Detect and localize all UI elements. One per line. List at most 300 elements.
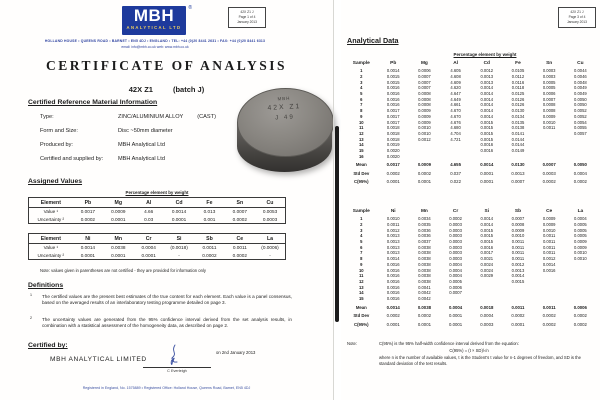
table-cell: 0.0144 [511,136,525,142]
crm-label: Certified and supplied by: [40,156,104,162]
note-line-1: C(95%) is the 95% half-width confidence interval derived from the equation: [379,341,519,346]
logo-subtext: ANALYTICAL LTD [126,25,182,30]
table-cell: 0.0014 [480,113,494,119]
company-address: HOLLAND HOUSE • QUEENS ROAD • BARNET • EN5 4DJ • ENGLAND • TEL: +44 (0)20 8441 2631 • FAX: +44 (0)20 8441 6313 [44,39,266,43]
header-row [345,61,596,68]
table-cell: 0.0001 [386,179,400,185]
table-cell: Cd [483,61,490,66]
table-cell: 16 [359,153,364,159]
table-cell: Cd [164,198,194,208]
crm-value: ZINC/ALUMINIUM ALLOY [118,114,184,120]
table-cell: Cr [133,234,163,244]
table-cell: 0.0018 [386,130,400,136]
table-cell: 0.0126 [511,102,525,108]
table-cell: 2 [360,222,363,228]
table-cell: 0.0038 [418,267,431,273]
table-cell: 0.0002 [232,216,247,222]
table-cell: 0.0016 [386,295,400,301]
table-cell: 0.0009 [574,239,587,245]
table-cell: 0.0004 [573,170,587,176]
table-cell: 0.0011 [542,233,556,239]
table-cell: 0.0011 [542,304,556,310]
table-cell: 0.0015 [480,233,494,239]
confidence-interval-note [345,341,595,367]
table-cell: 0.0012 [480,68,494,74]
table-cell: 0.037 [450,170,461,176]
table-cell: 0.0004 [449,273,462,279]
table-cell: 0.0003 [262,216,278,222]
header-row [345,209,596,216]
table-cell: 0.0038 [417,304,431,310]
table-cell: 0.0024 [480,267,494,273]
table-cell: 4.704 [450,130,461,136]
table-cell: 0.0016 [386,261,400,267]
table-cell: Pb [73,198,103,208]
table-cell: 0.0014 [542,261,556,267]
table-cell: 0.0017 [386,119,400,125]
table-cell: Element [29,198,73,208]
table-cell: 9 [360,261,363,267]
assigned-values-table [28,197,286,224]
table-cell: 7 [360,102,363,108]
table-cell: 0.0038 [111,245,126,251]
table-cell: 0.0038 [418,261,431,267]
table-cell: 0.0017 [386,108,400,114]
table-cell: 11 [359,125,364,131]
analytical-data-caption: Percentage element by weight [453,52,517,57]
table-cell: 0.0036 [418,233,431,239]
table-cell: Sample [352,209,370,214]
table-cell: 4.608 [450,74,461,80]
summary-row [345,159,596,168]
table-cell: 0.0125 [511,91,525,97]
table-cell: 0.0135 [511,119,525,125]
table-cell: 0.0016 [480,147,494,153]
table-cell: 0.0007 [449,290,462,296]
table-cell: 4.605 [450,68,461,74]
crm-value: Disc ~50mm diameter [118,128,173,134]
batch-label: (batch J) [172,85,205,94]
table-cell: Sn [546,61,553,66]
table-cell: 0.0003 [480,321,494,327]
table-cell: 4.670 [450,108,461,114]
table-cell: 0.0015 [386,79,400,85]
data-row [29,252,286,260]
table-cell: 0.0010 [542,227,556,233]
table-cell: 0.0005 [574,227,587,233]
table-cell: 0.0112 [511,74,525,80]
table-cell: 0.0042 [418,295,431,301]
table-cell: 0.0038 [418,273,431,279]
assigned-values-table-2 [28,233,286,260]
table-cell: 0.0050 [574,96,587,102]
table-cell: 0.0008 [511,222,525,228]
table-cell: 0.0002 [386,170,400,176]
signature-line [143,345,211,368]
table-cell: 0.0001 [171,216,187,222]
table-cell: 0.0012 [542,256,556,262]
table-cell: 5 [360,239,363,245]
signature-icon [161,343,195,367]
table-cell: 4.649 [450,96,461,102]
table-cell: Mean [355,304,367,310]
summary-row [345,176,596,185]
table-cell: 0.0016 [386,91,400,97]
definition-text: The certified values are the present best estimates of the true content for each element. Each value is a panel consensus, based on the averaged results of an interlaboratory testing programme detailed on page 3. [42,294,292,306]
table-cell: 0.0053 [262,209,278,215]
table-cell: La [577,209,584,214]
table-cell: 0.0049 [574,85,587,91]
table-cell: 0.0016 [386,278,400,284]
product-code: 42X Z1 J [570,10,584,14]
table-cell: 0.0021 [480,256,494,262]
table-cell: Fe [194,198,224,208]
table-cell: 0.0013 [480,79,494,85]
table-cell: 13 [359,136,364,142]
table-cell: 0.0002 [386,313,400,319]
table-cell: 0.0036 [418,227,431,233]
table-cell: Mg [103,198,133,208]
table-cell: 0.0057 [574,130,587,136]
data-row [29,208,286,216]
table-cell: Element [29,234,73,244]
table-cell: 0.0018 [480,304,494,310]
page-number: Page 3 of 4 [568,14,586,19]
table-cell: 0.0010 [418,125,431,131]
logo-text: MBH [133,6,175,25]
analytical-data-heading: Analytical Data [347,36,399,45]
table-cell: 0.0130 [511,108,525,114]
table-cell: 0.0105 [511,68,525,74]
table-cell: 4.721 [450,136,461,142]
disc-stamp-code: 42X Z1 [267,103,302,112]
table-cell: 0.013 [203,209,216,215]
mbh-logo [122,5,192,35]
issue-date: January 2013 [237,19,257,24]
table-cell: 0.0013 [480,74,494,80]
crm-label: Form and Size: [40,128,78,134]
table-cell: 0.0011 [511,304,525,310]
crm-item-producer [40,142,165,148]
crm-value: MBH Analytical Ltd [118,142,165,148]
table-cell: 1 [360,68,363,74]
disc-stamp [236,94,332,124]
table-cell: 0.0134 [511,113,525,119]
table-cell: 0.0011 [542,250,556,256]
table-cell: 4 [360,233,363,239]
table-cell: 0.0052 [574,108,587,114]
table-cell: 0.0001 [511,321,525,327]
assigned-values-table [28,233,286,260]
table-cell: 0.0015 [480,119,494,125]
table-cell: 4 [360,85,363,91]
table-cell: 0.0008 [542,102,556,108]
table-cell: 0.0009 [418,119,431,125]
data-row [29,244,286,252]
table-cell: 0.0116 [511,79,525,85]
table-cell: 0.0024 [480,261,494,267]
table-cell: 0.0002 [511,313,525,319]
table-cell: 1 [360,216,363,222]
summary-row [345,301,596,310]
table-cell: 0.0002 [573,313,587,319]
table-cell: 0.0011 [542,125,556,131]
table-cell: 0.0016 [386,290,400,296]
table-cell: 0.0016 [542,267,556,273]
table-cell: 0.0007 [542,96,556,102]
table-cell: 14 [359,142,364,148]
table-cell: 0.0037 [418,239,431,245]
product-name: 42X Z1 [128,85,153,94]
table-cell: 0.0015 [386,74,400,80]
registration-footer: Registered in England, No. 1575889 • Registered Office: Holland House, Queens Road, Barnet, EN5 4DJ [82,386,251,390]
summary-row [345,168,596,177]
assigned-values-caption: Percentage element by weight [125,190,189,195]
summary-row [345,310,596,319]
table-cell: 0.0014 [511,273,525,279]
table-cell: 0.0141 [511,130,525,136]
table-cell: 0.0001 [111,216,126,222]
table-cell: 0.0009 [417,162,431,168]
table-cell: 0.0010 [511,233,525,239]
table-cell: 0.0006 [573,304,587,310]
table-cell: 0.0005 [542,85,556,91]
product-code: 42X Z1 J [240,10,254,14]
table-cell: 0.0006 [542,91,556,97]
table-cell: 0.0006 [418,68,431,74]
table-cell: 4.609 [450,79,461,85]
table-cell: 0.0003 [542,68,556,74]
crm-label: Type: [40,114,54,120]
table-cell: 4.661 [450,102,461,108]
table-cell: 0.0038 [418,250,431,256]
table-cell: 0.0016 [386,273,400,279]
table-cell: Std Dev [353,170,370,176]
header-row [29,234,286,244]
table-cell: - [178,252,180,258]
table-cell: 0.0011 [232,245,247,251]
crm-extra: (CAST) [197,114,216,120]
table-cell: (0.0006) [261,245,279,251]
table-cell: 0.0050 [573,162,587,168]
disc-stamp-batch: J 49 [274,113,295,122]
table-cell: 10 [359,119,364,125]
table-cell: 0.0048 [574,79,587,85]
page-info-box [228,7,266,28]
table-cell: 3 [360,79,363,85]
table-cell: 0.0009 [542,216,556,222]
assigned-values-heading: Assigned Values [28,178,83,185]
table-cell: 0.0001 [417,179,431,185]
scan-edge-artifact [335,126,339,322]
table-cell: 0.0007 [511,216,525,222]
table-cell: 9 [360,113,363,119]
table-cell: 0.0002 [80,216,96,222]
table-cell: 0.0002 [542,179,556,185]
table-cell: 0.0015 [511,278,525,284]
table-cell: La [255,234,285,244]
table-cell: Al [453,61,458,66]
table-cell: 0.0014 [480,85,494,91]
note-line-2: where n is the number of available values, t is the Student's t value for n-1 degrees of freedom, and SD is the standard deviation of the test results. [379,355,581,367]
table-cell: 0.0008 [418,91,431,97]
table-cell: 0.0015 [480,239,494,245]
table-cell: 0.0014 [480,222,494,228]
crm-label: Produced by: [40,142,73,148]
table-cell: 0.0149 [511,147,525,153]
note-equation: C(95%) = (t × SD)/√n [449,348,489,354]
table-cell: 0.0007 [542,162,556,168]
table-cell: 0.0014 [480,216,494,222]
table-cell: 0.0016 [386,85,400,91]
table-cell: 0.0003 [449,250,462,256]
table-cell: 0.0002 [417,313,431,319]
table-cell: 0.0008 [418,102,431,108]
header-row [29,198,286,208]
table-cell: Uncertainty ² [37,252,65,258]
table-cell: 0.0013 [511,267,525,273]
table-cell: 0.0005 [542,79,556,85]
certified-by-heading: Certified by: [28,342,68,349]
table-cell: 2 [360,74,363,80]
table-cell: 0.0010 [574,256,587,262]
table-cell: 0.0010 [386,216,400,222]
table-cell: 4.655 [450,162,461,168]
table-cell: 0.0052 [574,113,587,119]
table-cell: 0.0015 [480,227,494,233]
table-cell: 0.0009 [574,244,587,250]
table-cell: 0.0130 [511,162,525,168]
table-cell: 0.0001 [449,321,463,327]
table-cell: 0.0011 [511,239,525,245]
analytical-data-page [341,0,600,400]
table-cell: 0.0011 [511,250,525,256]
table-cell: 0.001 [203,216,216,222]
table-cell: 0.0005 [449,278,462,284]
table-cell: 0.0013 [386,233,400,239]
table-cell: Si [164,234,194,244]
table-cell: 4.647 [450,91,461,97]
table-cell: 0.0001 [111,252,126,258]
table-cell: 0.0003 [449,233,462,239]
table-cell: 0.0118 [511,85,525,91]
table-cell: 0.0011 [542,244,556,250]
table-cell: 0.0014 [386,304,400,310]
issue-date: January 2013 [567,19,587,24]
table-cell: 7 [360,250,363,256]
table-cell: 0.0014 [480,162,494,168]
table-cell: 0.0014 [386,256,400,262]
table-cell: 0.022 [450,179,461,185]
table-cell: 0.0012 [418,136,431,142]
table-cell: 8 [360,256,363,262]
table-cell: 0.0001 [417,321,431,327]
analytical-table-2 [345,209,596,327]
table-cell: 0.0009 [542,113,556,119]
table-cell: 0.0013 [386,244,400,250]
table-cell: 0.0001 [80,252,96,258]
table-cell: Mn [103,234,133,244]
table-cell: Sn [225,198,255,208]
table-cell: 0.0018 [386,125,400,131]
table-cell: Mg [420,61,428,66]
table-cell: 15 [359,147,364,153]
table-cell: Cu [255,198,285,208]
table-cell: 0.0016 [386,284,400,290]
table-cell: 0.0015 [480,136,494,142]
table-cell: 0.0017 [386,113,400,119]
table-cell: 0.0007 [418,85,431,91]
table-cell: Mean [355,162,367,168]
table-cell: 0.0004 [141,245,156,251]
table-cell: 0.0002 [573,179,587,185]
table-cell: 11 [359,273,364,279]
certificate-title: CERTIFICATE OF ANALYSIS [45,58,288,73]
table-cell: Uncertainty ² [37,216,65,222]
table-cell: 8 [360,108,363,114]
table-cell: 0.0054 [574,119,587,125]
table-cell: 0.0126 [511,96,525,102]
table-cell: Sb [194,234,224,244]
table-cell: 0.0013 [386,250,400,256]
table-cell: 0.0010 [418,130,431,136]
table-cell: 4.676 [450,119,461,125]
signature-date: on 2nd January 2013 [216,350,256,355]
table-cell: 10 [359,267,364,273]
table-cell: 0.0008 [542,108,556,114]
table-cell: 0.0009 [111,209,126,215]
page-info-box [558,7,596,28]
table-cell: 0.0003 [449,244,462,250]
table-cell: - [269,252,271,258]
table-cell: 0.0009 [511,227,525,233]
table-cell: 0.0019 [386,142,400,148]
table-cell: 0.0011 [511,244,525,250]
table-cell: 0.0002 [573,321,587,327]
table-cell: C(95%) [354,321,369,327]
table-cell: Ni [73,234,103,244]
table-cell: 0.03 [144,216,154,222]
definitions-heading: Definitions [28,282,64,289]
page-divider [333,0,334,400]
table-cell: 0.0014 [171,209,187,215]
table-cell: 0.0004 [574,216,587,222]
table-cell: 0.0013 [386,239,400,245]
table-cell: 0.0046 [574,74,587,80]
table-cell: Sample [352,61,370,66]
table-cell: 14 [359,290,364,296]
table-cell: 0.0002 [449,216,462,222]
table-cell: 0.0034 [418,216,431,222]
table-cell: 0.0018 [386,136,400,142]
table-cell: 0.0002 [542,321,556,327]
table-cell: 0.0016 [386,102,400,108]
table-cell: Ce [546,209,553,214]
table-cell: 0.0049 [574,91,587,97]
table-cell: 0.0004 [449,267,462,273]
table-cell: 0.0144 [511,142,525,148]
table-cell: 0.0016 [480,142,494,148]
table-cell: 0.0007 [418,79,431,85]
table-cell: 0.0016 [480,244,494,250]
table-cell: 0.0002 [232,252,247,258]
table-cell: 0.0012 [511,261,525,267]
table-cell: 0.0001 [480,170,494,176]
table-cell: 0.0014 [480,91,494,97]
table-cell: Value ¹ [43,245,59,251]
table-cell: 0.0003 [449,222,462,228]
table-cell: 0.0010 [542,119,556,125]
